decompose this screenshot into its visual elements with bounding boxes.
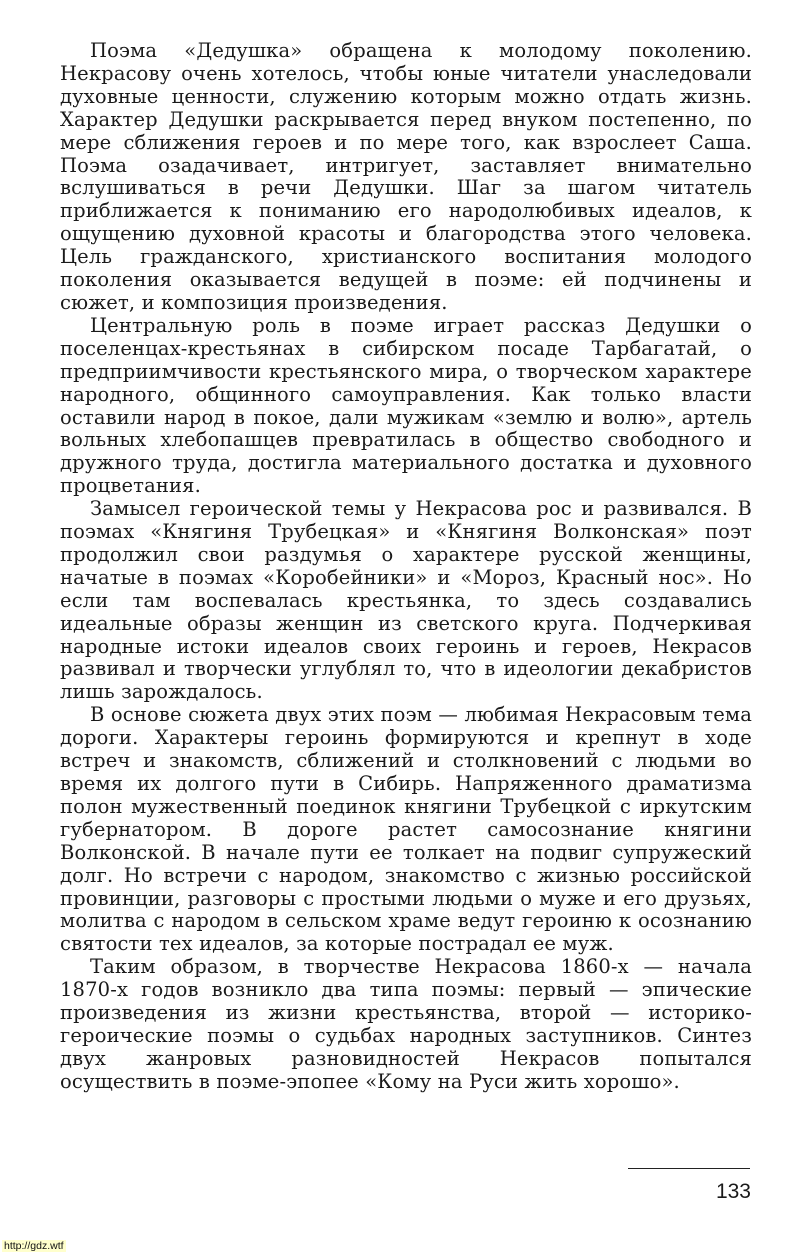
paragraph-5: Таким образом, в творчестве Некрасова 1860-х — начала 1870-х годов возникло два типа поэмы: первый — эпические произведения из жизни крестьянства, второй — историко-героические поэмы о судьбах народных заступников. Синтез двух жанровых разновидностей Некрасов попытался осуществить в поэме-эпопее «Кому на Руси жить хорошо». — [60, 955, 752, 1093]
footer-rule — [628, 1168, 750, 1169]
paragraph-2: Центральную роль в поэме играет рассказ Дедушки о поселенцах-крестьянах в сибирском посаде Тарбагатай, о предприимчивости крестьянского мира, о творческом характере народного, общинного самоуправления. Как только власти оставили народ в покое, дали мужикам «землю и волю», артель вольных хлебопашцев превратилась в общество свободного и дружного труда, достигла материального достатка и духовного процветания. — [60, 313, 752, 498]
page-body — [60, 40, 752, 1094]
page-number: 133 — [715, 1180, 751, 1203]
paragraph-4: В основе сюжета двух этих поэм — любимая Некрасовым тема дороги. Характеры героинь формируются и крепнут в ходе встреч и знакомств, сближений и столкновений с людьми во время их долгого пути в Сибирь. Напряженного драматизма полон мужественный поединок княгини Трубецкой с иркутским губернатором. В дороге растет самосознание княгини Волконской. В начале пути ее толкает на подвиг супружеский долг. Но встречи с народом, знакомство с жизнью российской провинции, разговоры с простыми людьми о муже и его друзьях, молитва с народом в сельском храме ведут героиню к осознанию святости тех идеалов, за которые пострадал ее муж. — [60, 703, 752, 956]
watermark-link[interactable]: http://gdz.wtf — [4, 1240, 64, 1252]
paragraph-1: Поэма «Дедушка» обращена к молодому поколению. Некрасову очень хотелось, чтобы юные читатели унаследовали духовные ценности, служению которым можно отдать жизнь. Характер Дедушки раскрывается перед внуком постепенно, по мере сближения героев и по мере того, как взрослеет Саша. Поэма озадачивает, интригует, заставляет внимательно вслушиваться в речи Дедушки. Шаг за шагом читатель приближается к пониманию его народолюбивых идеалов, к ощущению духовной красоты и благородства этого человека. Цель гражданского, христианского воспитания молодого поколения оказывается ведущей в поэме: ей подчинены и сюжет, и композиция произведения. — [60, 39, 752, 314]
paragraph-3: Замысел героической темы у Некрасова рос и развивался. В поэмах «Княгиня Трубецкая» и «Княгиня Волконская» поэт продолжил свои раздумья о характере русской женщины, начатые в поэмах «Коробейники» и «Мороз, Красный нос». Но если там воспевалась крестьянка, то здесь создавались идеальные образы женщин из светского круга. Подчеркивая народные истоки идеалов своих героинь и героев, Некрасов развивал и творчески углублял то, что в идеологии декабристов лишь зарождалось. — [60, 497, 752, 704]
